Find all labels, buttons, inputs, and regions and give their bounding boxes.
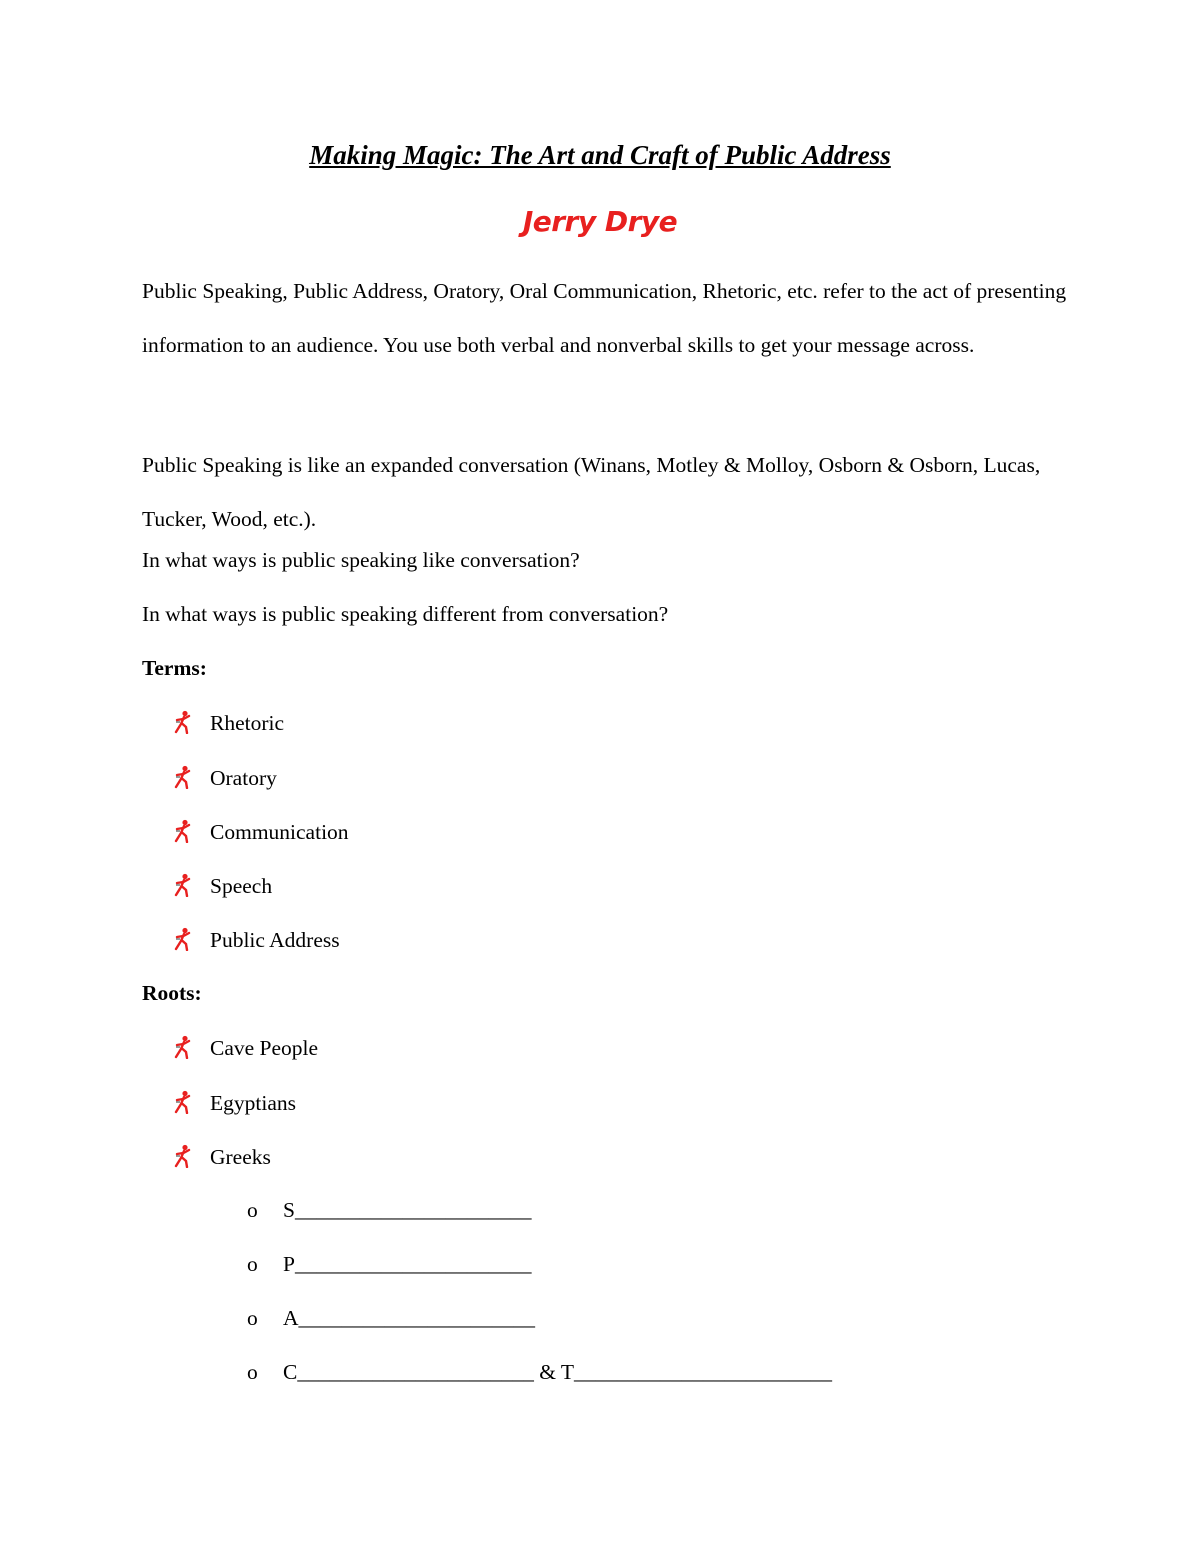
- list-item: [172, 1090, 296, 1116]
- list-item: [247, 1252, 531, 1277]
- list-item: [172, 710, 284, 736]
- root-cave-people: Cave People: [210, 1036, 319, 1060]
- list-item: [172, 1035, 318, 1061]
- list-item: [172, 873, 272, 899]
- term-rhetoric: Rhetoric: [210, 711, 285, 735]
- question-different-conversation: In what ways is public speaking different from conversation?: [142, 602, 669, 626]
- list-item: [247, 1198, 531, 1223]
- document-title: Making Magic: The Art and Craft of Public Address: [309, 140, 891, 170]
- root-egyptians: Egyptians: [210, 1091, 296, 1115]
- running-figure-icon: [172, 873, 194, 897]
- hollow-bullet: o: [247, 1306, 258, 1330]
- running-figure-icon: [172, 927, 194, 951]
- running-figure-icon: [172, 1035, 194, 1059]
- list-item: [247, 1306, 535, 1331]
- blank-a: A______________________: [283, 1306, 536, 1330]
- hollow-bullet: o: [247, 1198, 258, 1222]
- term-public-address: Public Address: [210, 928, 340, 952]
- question-like-conversation: In what ways is public speaking like conversation?: [142, 548, 580, 572]
- term-communication: Communication: [210, 820, 349, 844]
- intro-paragraph: Public Speaking, Public Address, Oratory, Oral Communication, Rhetoric, etc. refer to the act of presenting information to an audience. You use both verbal and nonverbal skills to get your message across.: [142, 279, 1067, 357]
- list-item: [172, 819, 349, 845]
- terms-heading: Terms:: [142, 656, 207, 680]
- conversation-paragraph: Public Speaking is like an expanded conversation (Winans, Motley & Molloy, Osborn & Osborn, Lucas, Tucker, Wood, etc.).: [142, 453, 1041, 531]
- list-item: [172, 765, 277, 791]
- hollow-bullet: o: [247, 1360, 258, 1384]
- term-speech: Speech: [210, 874, 273, 898]
- roots-heading: Roots:: [142, 981, 202, 1005]
- hollow-bullet: o: [247, 1252, 258, 1276]
- running-figure-icon: [172, 1144, 194, 1168]
- list-item: [172, 927, 340, 953]
- author-name: Jerry Drye: [522, 205, 678, 238]
- blank-p: P______________________: [283, 1252, 532, 1276]
- running-figure-icon: [172, 1090, 194, 1114]
- term-oratory: Oratory: [210, 766, 277, 790]
- list-item: [172, 1144, 271, 1170]
- running-figure-icon: [172, 710, 194, 734]
- running-figure-icon: [172, 765, 194, 789]
- root-greeks: Greeks: [210, 1145, 271, 1169]
- blank-c-and-t: C______________________ & T________________________: [283, 1360, 833, 1384]
- blank-s: S______________________: [283, 1198, 532, 1222]
- list-item: [247, 1360, 832, 1385]
- running-figure-icon: [172, 819, 194, 843]
